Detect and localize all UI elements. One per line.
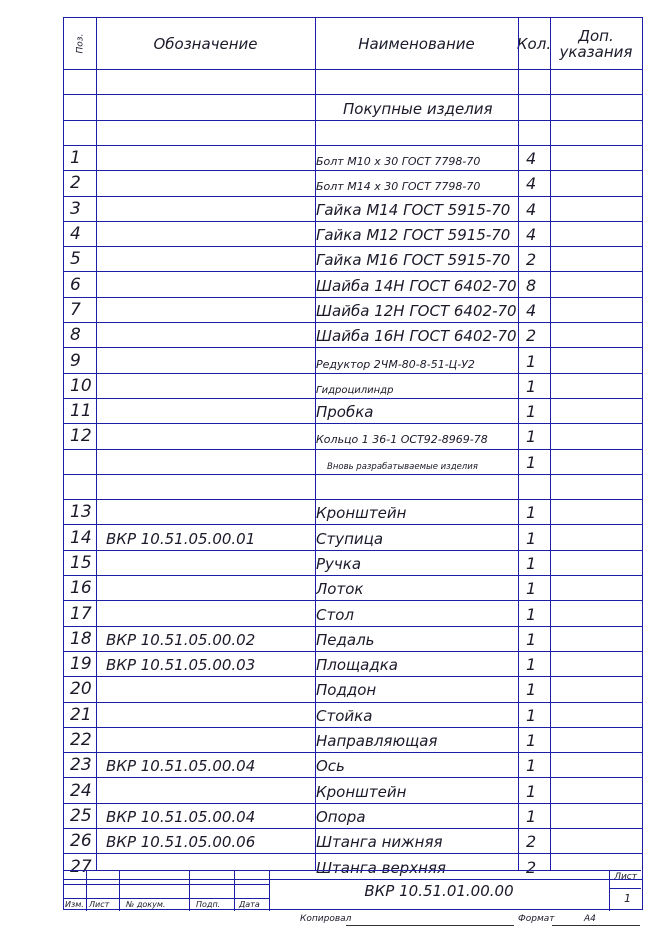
row-position: 13: [70, 502, 92, 523]
row-designation: ВКР 10.51.05.00.04: [106, 757, 256, 776]
row-position: 26: [70, 831, 92, 852]
row-quantity: 1: [526, 351, 537, 371]
row-position: 8: [70, 325, 81, 346]
row-name: Шайба 14Н ГОСТ 6402-70: [316, 276, 517, 295]
row-designation: [96, 196, 325, 219]
footer-copied-line: [346, 925, 514, 926]
row-separator: [64, 474, 642, 475]
row-separator: [64, 322, 642, 323]
row-designation: [96, 499, 325, 522]
row-position: 23: [70, 755, 92, 776]
row-position: 27: [70, 856, 92, 877]
title-block-divider: [269, 870, 270, 911]
row-quantity: 1: [526, 553, 537, 573]
row-position: 12: [70, 426, 92, 447]
row-position: 11: [70, 401, 92, 422]
row-separator: [64, 373, 642, 374]
row-name: Болт М10 х 30 ГОСТ 7798-70: [316, 155, 481, 169]
row-separator: [64, 626, 642, 627]
row-quantity: 4: [526, 199, 537, 219]
row-separator: [64, 575, 642, 576]
row-quantity: [518, 120, 558, 143]
row-name: Лоток: [316, 580, 364, 599]
row-name: Гайка М14 ГОСТ 5915-70: [316, 200, 511, 219]
row-designation: [96, 550, 325, 573]
title-block: [64, 870, 641, 911]
row-name: Кольцо 1 36-1 ОСТ92-8969-78: [316, 433, 488, 447]
row-position: 3: [70, 198, 81, 219]
row-name: Опора: [316, 807, 366, 826]
title-block-divider: [189, 870, 190, 911]
row-designation: [96, 246, 325, 269]
label-date: Дата: [239, 900, 260, 909]
row-name: Ступица: [316, 529, 384, 548]
row-separator: [64, 828, 642, 829]
row-name: Вновь разрабатываемые изделия: [327, 461, 478, 472]
row-name: Штанга нижняя: [316, 833, 443, 852]
row-name: Стойка: [316, 706, 373, 725]
row-quantity: 1: [526, 629, 537, 649]
row-name: Педаль: [316, 630, 375, 649]
row-designation: [96, 322, 325, 345]
row-quantity: 1: [526, 376, 537, 396]
row-designation: [96, 373, 325, 396]
column-divider: [315, 18, 316, 870]
row-designation: [96, 423, 325, 446]
footer-format-value: А4: [584, 914, 596, 924]
label-doc-number: № докум.: [126, 900, 166, 909]
header-notes: Доп. указания: [559, 26, 633, 61]
column-divider: [96, 18, 97, 870]
row-separator: [64, 727, 642, 728]
row-quantity: 4: [526, 174, 537, 194]
row-position: 6: [70, 274, 81, 295]
row-separator: [64, 120, 642, 121]
row-separator: [64, 170, 642, 171]
row-quantity: 1: [526, 781, 537, 801]
row-separator: [64, 398, 642, 399]
row-designation: [96, 727, 325, 750]
row-designation: [96, 777, 325, 800]
row-quantity: [518, 69, 558, 92]
row-name: Гайка М16 ГОСТ 5915-70: [316, 251, 511, 270]
row-position: 5: [70, 249, 81, 270]
row-separator: [64, 752, 642, 753]
row-position: 1: [70, 148, 81, 169]
header-separator: [64, 69, 642, 70]
label-change: Изм.: [65, 900, 84, 909]
row-designation: [96, 702, 325, 725]
row-position: 16: [70, 578, 92, 599]
title-block-row-1: [64, 884, 269, 885]
row-quantity: 4: [526, 300, 537, 320]
row-quantity: 4: [526, 149, 537, 169]
row-quantity: [518, 94, 558, 117]
title-block-divider: [234, 870, 235, 911]
row-designation: [96, 575, 325, 598]
sheet-label: Лист: [614, 872, 637, 882]
row-position: 25: [70, 805, 92, 826]
row-name: Штанга верхняя: [316, 858, 446, 877]
footer-format-line: [552, 925, 640, 926]
sheet-divider: [609, 888, 641, 889]
row-designation: ВКР 10.51.05.00.02: [106, 630, 256, 649]
row-designation: [96, 120, 325, 143]
row-position: 22: [70, 730, 92, 751]
row-separator: [64, 676, 642, 677]
row-designation: ВКР 10.51.05.00.04: [106, 807, 256, 826]
row-quantity: 1: [526, 680, 537, 700]
label-sheet: Лист: [89, 900, 110, 909]
row-quantity: 1: [526, 756, 537, 776]
row-quantity: 2: [526, 326, 537, 346]
row-quantity: 2: [526, 857, 537, 877]
title-block-divider: [119, 870, 120, 911]
row-name: Пробка: [316, 403, 374, 422]
row-quantity: 1: [526, 579, 537, 599]
row-separator: [64, 347, 642, 348]
row-position: 18: [70, 628, 92, 649]
row-separator: [64, 94, 642, 95]
row-designation: [96, 449, 325, 472]
row-separator: [64, 271, 642, 272]
header-qty: Кол.: [516, 34, 552, 53]
row-quantity: 1: [526, 452, 537, 472]
row-name: Стол: [316, 605, 354, 624]
row-designation: [96, 145, 325, 168]
row-quantity: 1: [526, 806, 537, 826]
row-name: Кронштейн: [316, 782, 407, 801]
row-quantity: 1: [526, 604, 537, 624]
row-separator: [64, 499, 642, 500]
row-separator: [64, 803, 642, 804]
row-separator: [64, 550, 642, 551]
row-designation: [96, 676, 325, 699]
row-separator: [64, 879, 642, 880]
column-divider: [550, 18, 551, 870]
row-quantity: 1: [526, 402, 537, 422]
row-quantity: 1: [526, 731, 537, 751]
row-designation: ВКР 10.51.05.00.03: [106, 656, 256, 675]
row-quantity: 1: [526, 655, 537, 675]
header-name: Наименование: [358, 34, 475, 53]
row-quantity: 1: [526, 503, 537, 523]
row-position: 4: [70, 224, 81, 245]
row-designation: ВКР 10.51.05.00.06: [106, 833, 256, 852]
label-signature: Подп.: [196, 900, 221, 909]
row-name: Шайба 16Н ГОСТ 6402-70: [316, 327, 517, 346]
row-separator: [64, 702, 642, 703]
row-separator: [64, 246, 642, 247]
drawing-frame: [63, 17, 643, 910]
row-quantity: 1: [526, 427, 537, 447]
row-designation: [96, 297, 325, 320]
row-separator: [64, 853, 642, 854]
document-number: ВКР 10.51.01.00.00: [364, 881, 514, 900]
row-name: Ось: [316, 757, 345, 776]
row-name: Направляющая: [316, 732, 438, 751]
row-separator: [64, 777, 642, 778]
row-name: Покупные изделия: [343, 99, 493, 118]
row-name: [315, 69, 519, 92]
row-separator: [64, 600, 642, 601]
header-designation: Обозначение: [153, 34, 258, 53]
footer-copied: Копировал: [300, 914, 352, 924]
row-name: Площадка: [316, 656, 398, 675]
row-name: Болт М14 х 30 ГОСТ 7798-70: [316, 180, 481, 194]
row-designation: [96, 600, 325, 623]
row-quantity: 2: [526, 832, 537, 852]
row-separator: [64, 449, 642, 450]
row-position: 2: [70, 173, 81, 194]
row-position: 20: [70, 679, 92, 700]
row-position: 21: [70, 704, 92, 725]
row-position: 19: [70, 654, 92, 675]
row-position: 24: [70, 780, 92, 801]
row-position: 7: [70, 299, 81, 320]
row-position: 17: [70, 603, 92, 624]
row-separator: [64, 651, 642, 652]
row-designation: [96, 221, 325, 244]
row-position: 10: [70, 375, 92, 396]
row-designation: [96, 474, 325, 497]
row-separator: [64, 145, 642, 146]
title-block-divider: [609, 870, 610, 911]
row-name: Гидроцилиндр: [316, 384, 394, 396]
column-divider: [518, 18, 519, 870]
row-quantity: 8: [526, 275, 537, 295]
row-separator: [64, 423, 642, 424]
header-pos: Поз.: [75, 33, 85, 54]
row-designation: [96, 271, 325, 294]
row-quantity: 1: [526, 528, 537, 548]
row-name: Поддон: [316, 681, 377, 700]
row-quantity: 2: [526, 250, 537, 270]
row-name: Кронштейн: [316, 504, 407, 523]
row-designation: [96, 69, 325, 92]
row-quantity: [518, 474, 558, 497]
row-name: Редуктор 2ЧМ-80-8-51-Ц-У2: [316, 357, 475, 371]
row-name: Шайба 12Н ГОСТ 6402-70: [316, 301, 517, 320]
row-designation: [96, 94, 325, 117]
row-name: Ручка: [316, 554, 362, 573]
row-separator: [64, 524, 642, 525]
footer-format-label: Формат: [518, 914, 555, 924]
row-name: Гайка М12 ГОСТ 5915-70: [316, 226, 511, 245]
row-position: 9: [70, 350, 81, 371]
row-position: 14: [70, 527, 92, 548]
row-name: [315, 120, 519, 143]
title-block-divider: [86, 870, 87, 911]
row-separator: [64, 221, 642, 222]
row-quantity: 1: [526, 705, 537, 725]
title-block-row-2: [64, 898, 269, 899]
row-position: 15: [70, 552, 92, 573]
row-designation: [96, 170, 325, 193]
row-quantity: 4: [526, 225, 537, 245]
row-separator: [64, 196, 642, 197]
row-designation: [96, 398, 325, 421]
row-name: [315, 474, 519, 497]
row-designation: [96, 347, 325, 370]
sheet-number: 1: [624, 892, 631, 905]
row-designation: ВКР 10.51.05.00.01: [106, 529, 256, 548]
row-separator: [64, 297, 642, 298]
title-block-top: [64, 870, 641, 871]
